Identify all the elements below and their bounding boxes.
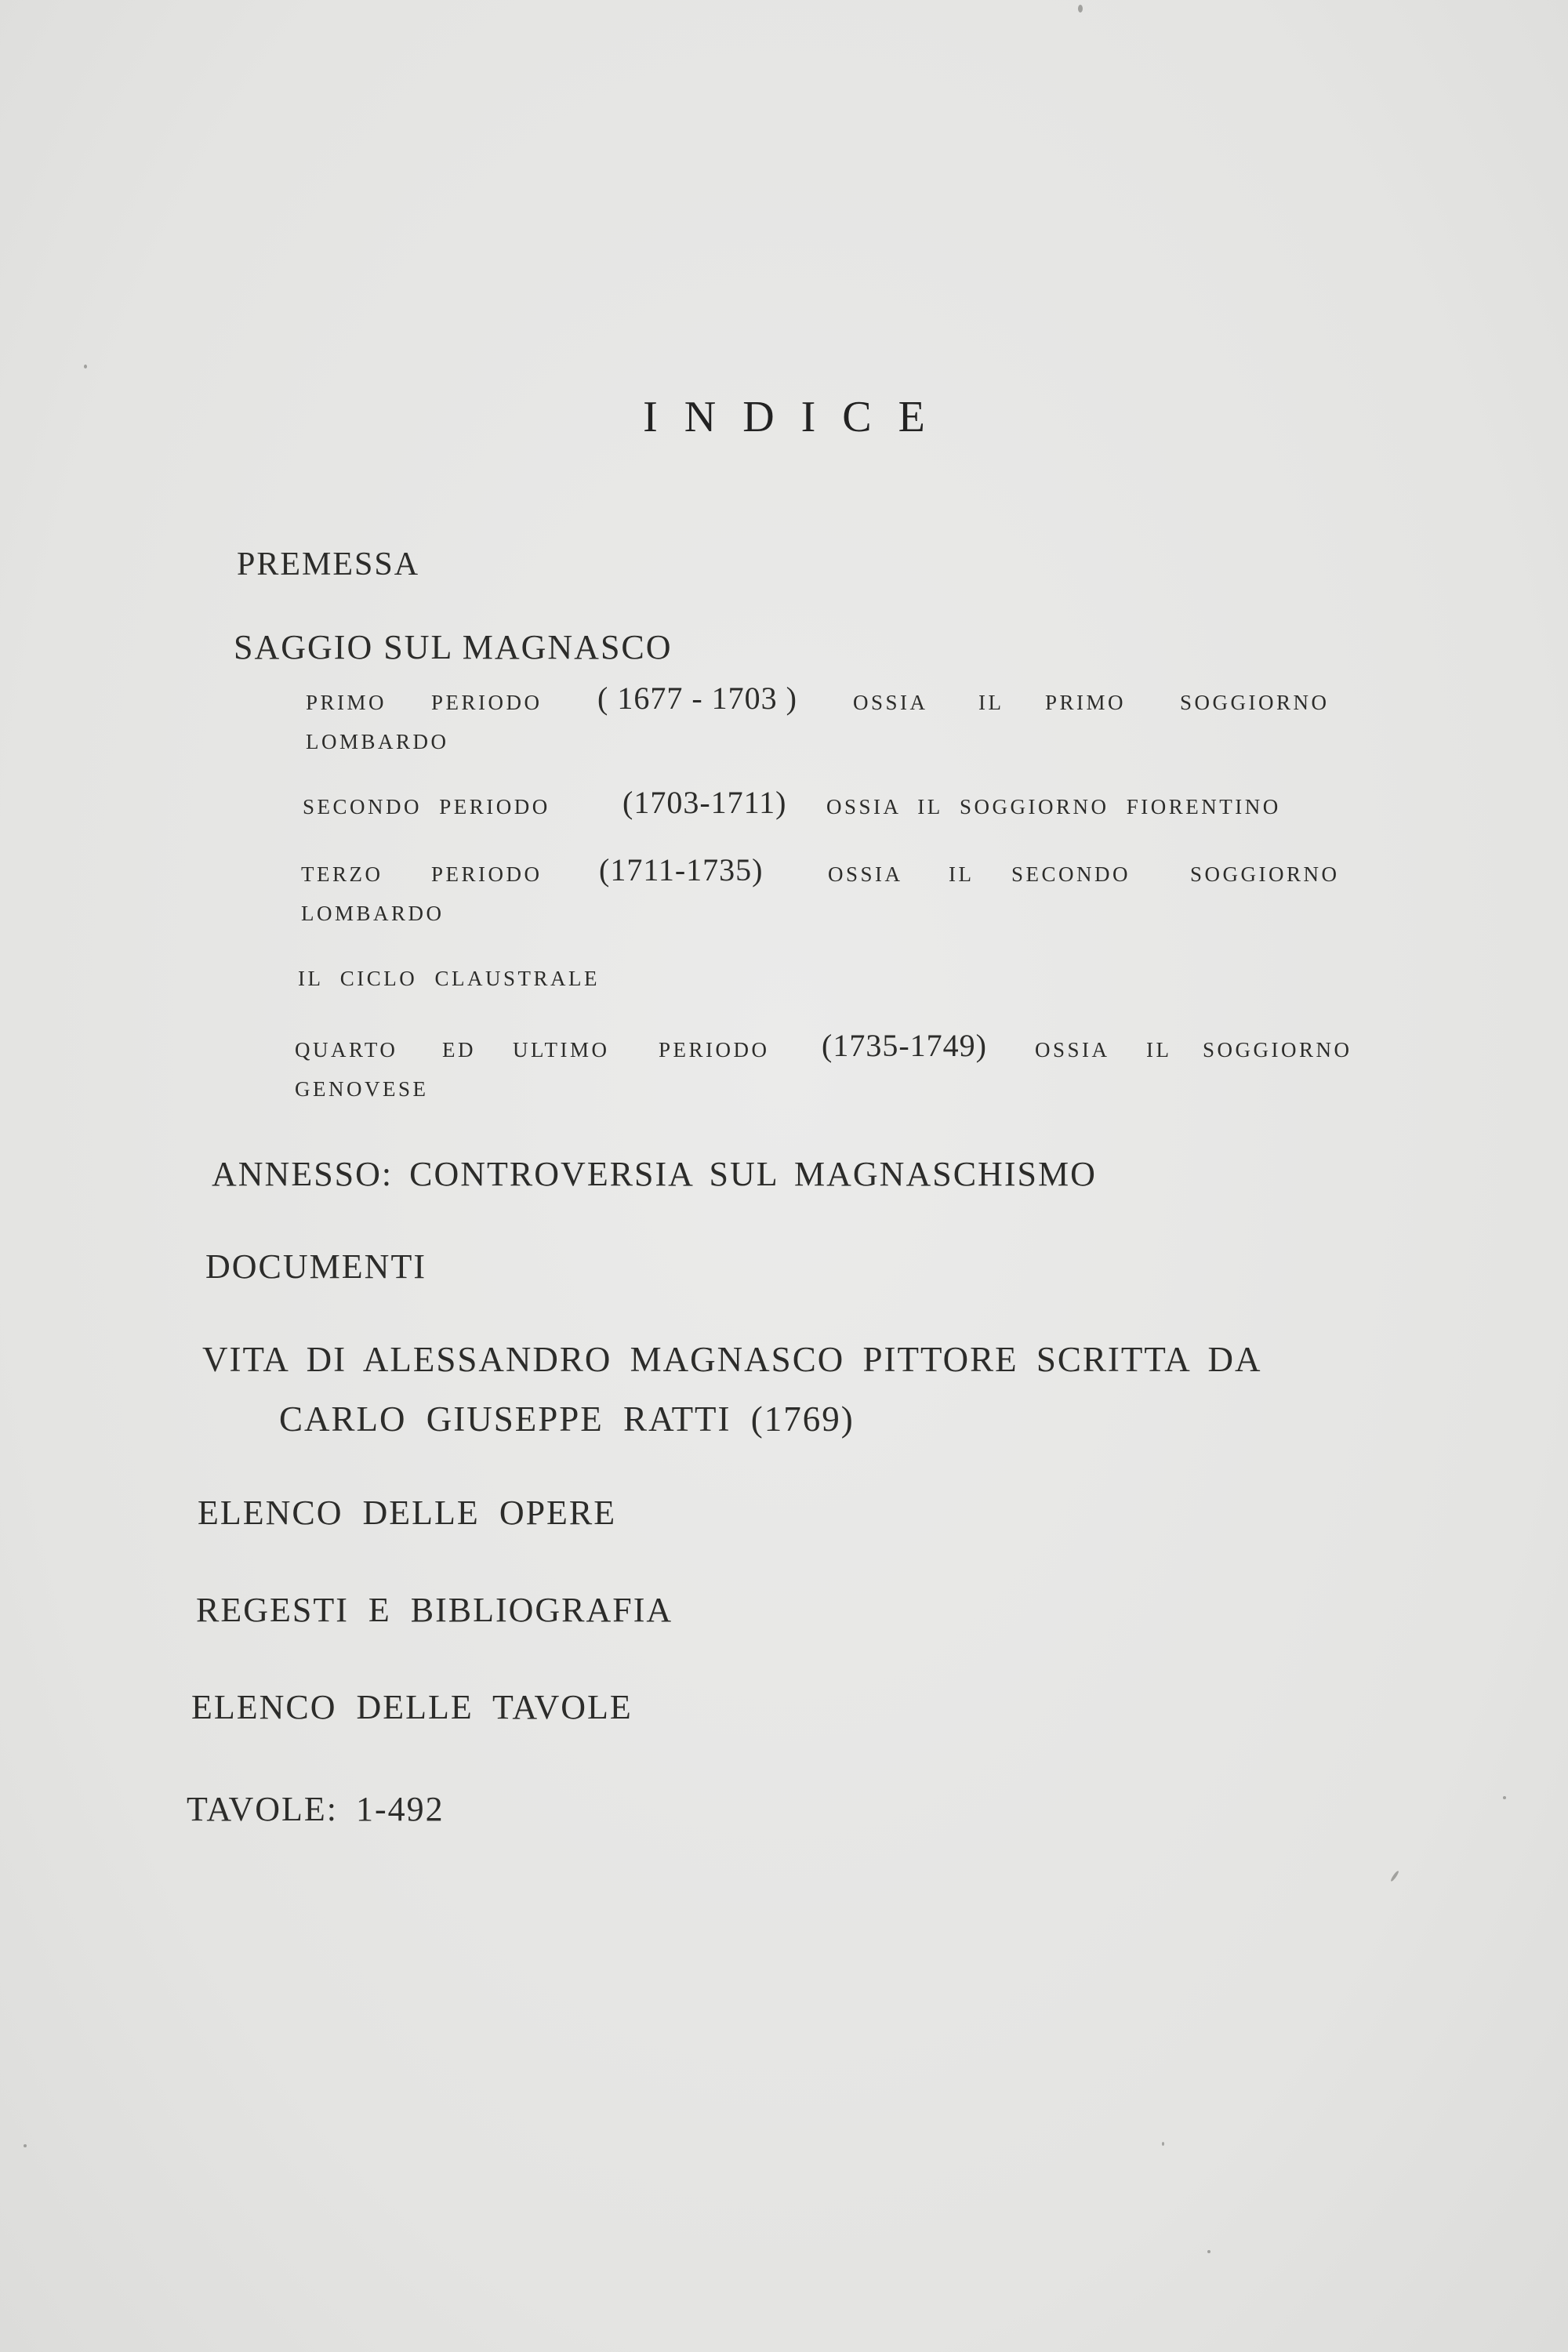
paper-speck xyxy=(1390,1870,1399,1882)
word-continuation: LOMBARDO xyxy=(301,902,445,925)
paper-speck xyxy=(1162,2142,1164,2146)
word-continuation: LOMBARDO xyxy=(306,730,449,753)
date-range: (1711-1735) xyxy=(599,852,764,887)
toc-entry-tavole: TAVOLE: 1-492 xyxy=(187,1790,445,1828)
paper-speck xyxy=(1207,2250,1210,2253)
date-range: (1735-1749) xyxy=(822,1028,987,1063)
paper-speck xyxy=(1503,1796,1506,1799)
word: PRIMO xyxy=(306,691,387,714)
word: QUARTO xyxy=(295,1038,398,1062)
word: ULTIMO xyxy=(513,1038,610,1062)
word: PERIODO xyxy=(659,1038,770,1062)
toc-entry-elenco-tavole: ELENCO DELLE TAVOLE xyxy=(191,1688,633,1726)
word: IL xyxy=(949,862,975,886)
toc-entry-vita-line2: CARLO GIUSEPPE RATTI (1769) xyxy=(279,1399,855,1439)
toc-entry-vita-line1: VITA DI ALESSANDRO MAGNASCO PITTORE SCRITTA DA xyxy=(202,1340,1262,1379)
word: IL xyxy=(1146,1038,1172,1062)
toc-subentry-ciclo-claustrale: IL CICLO CLAUSTRALE xyxy=(298,967,600,990)
toc-entry-premessa: PREMESSA xyxy=(237,546,420,583)
paper-speck xyxy=(24,2144,27,2147)
word-continuation: GENOVESE xyxy=(295,1077,429,1101)
word: SECONDO xyxy=(1011,862,1131,886)
word: OSSIA xyxy=(828,862,903,886)
date-range: (1703-1711) xyxy=(622,785,787,820)
word: SOGGIORNO xyxy=(1180,691,1330,714)
word: PERIODO xyxy=(431,691,543,714)
toc-entry-documenti: DOCUMENTI xyxy=(205,1247,426,1286)
paper-speck xyxy=(84,365,87,368)
toc-entry-annesso: ANNESSO: CONTROVERSIA SUL MAGNASCHISMO xyxy=(212,1155,1097,1193)
word: IL xyxy=(978,691,1004,714)
word: PRIMO xyxy=(1045,691,1127,714)
toc-entry-saggio: SAGGIO SUL MAGNASCO xyxy=(234,628,673,666)
word: OSSIA xyxy=(853,691,928,714)
word: SOGGIORNO xyxy=(1203,1038,1352,1062)
word: SOGGIORNO xyxy=(1190,862,1340,886)
word: PERIODO xyxy=(431,862,543,886)
word: OSSIA xyxy=(1035,1038,1110,1062)
words: SECONDO PERIODO xyxy=(303,795,550,818)
word: ED xyxy=(442,1038,476,1062)
toc-entry-elenco-opere: ELENCO DELLE OPERE xyxy=(198,1494,617,1532)
paper-speck xyxy=(1078,5,1083,13)
page-title: INDICE xyxy=(643,393,952,441)
toc-entry-regesti: REGESTI E BIBLIOGRAFIA xyxy=(196,1591,673,1629)
date-range: ( 1677 - 1703 ) xyxy=(597,681,797,716)
words: OSSIA IL SOGGIORNO FIORENTINO xyxy=(826,795,1281,818)
word: TERZO xyxy=(301,862,383,886)
